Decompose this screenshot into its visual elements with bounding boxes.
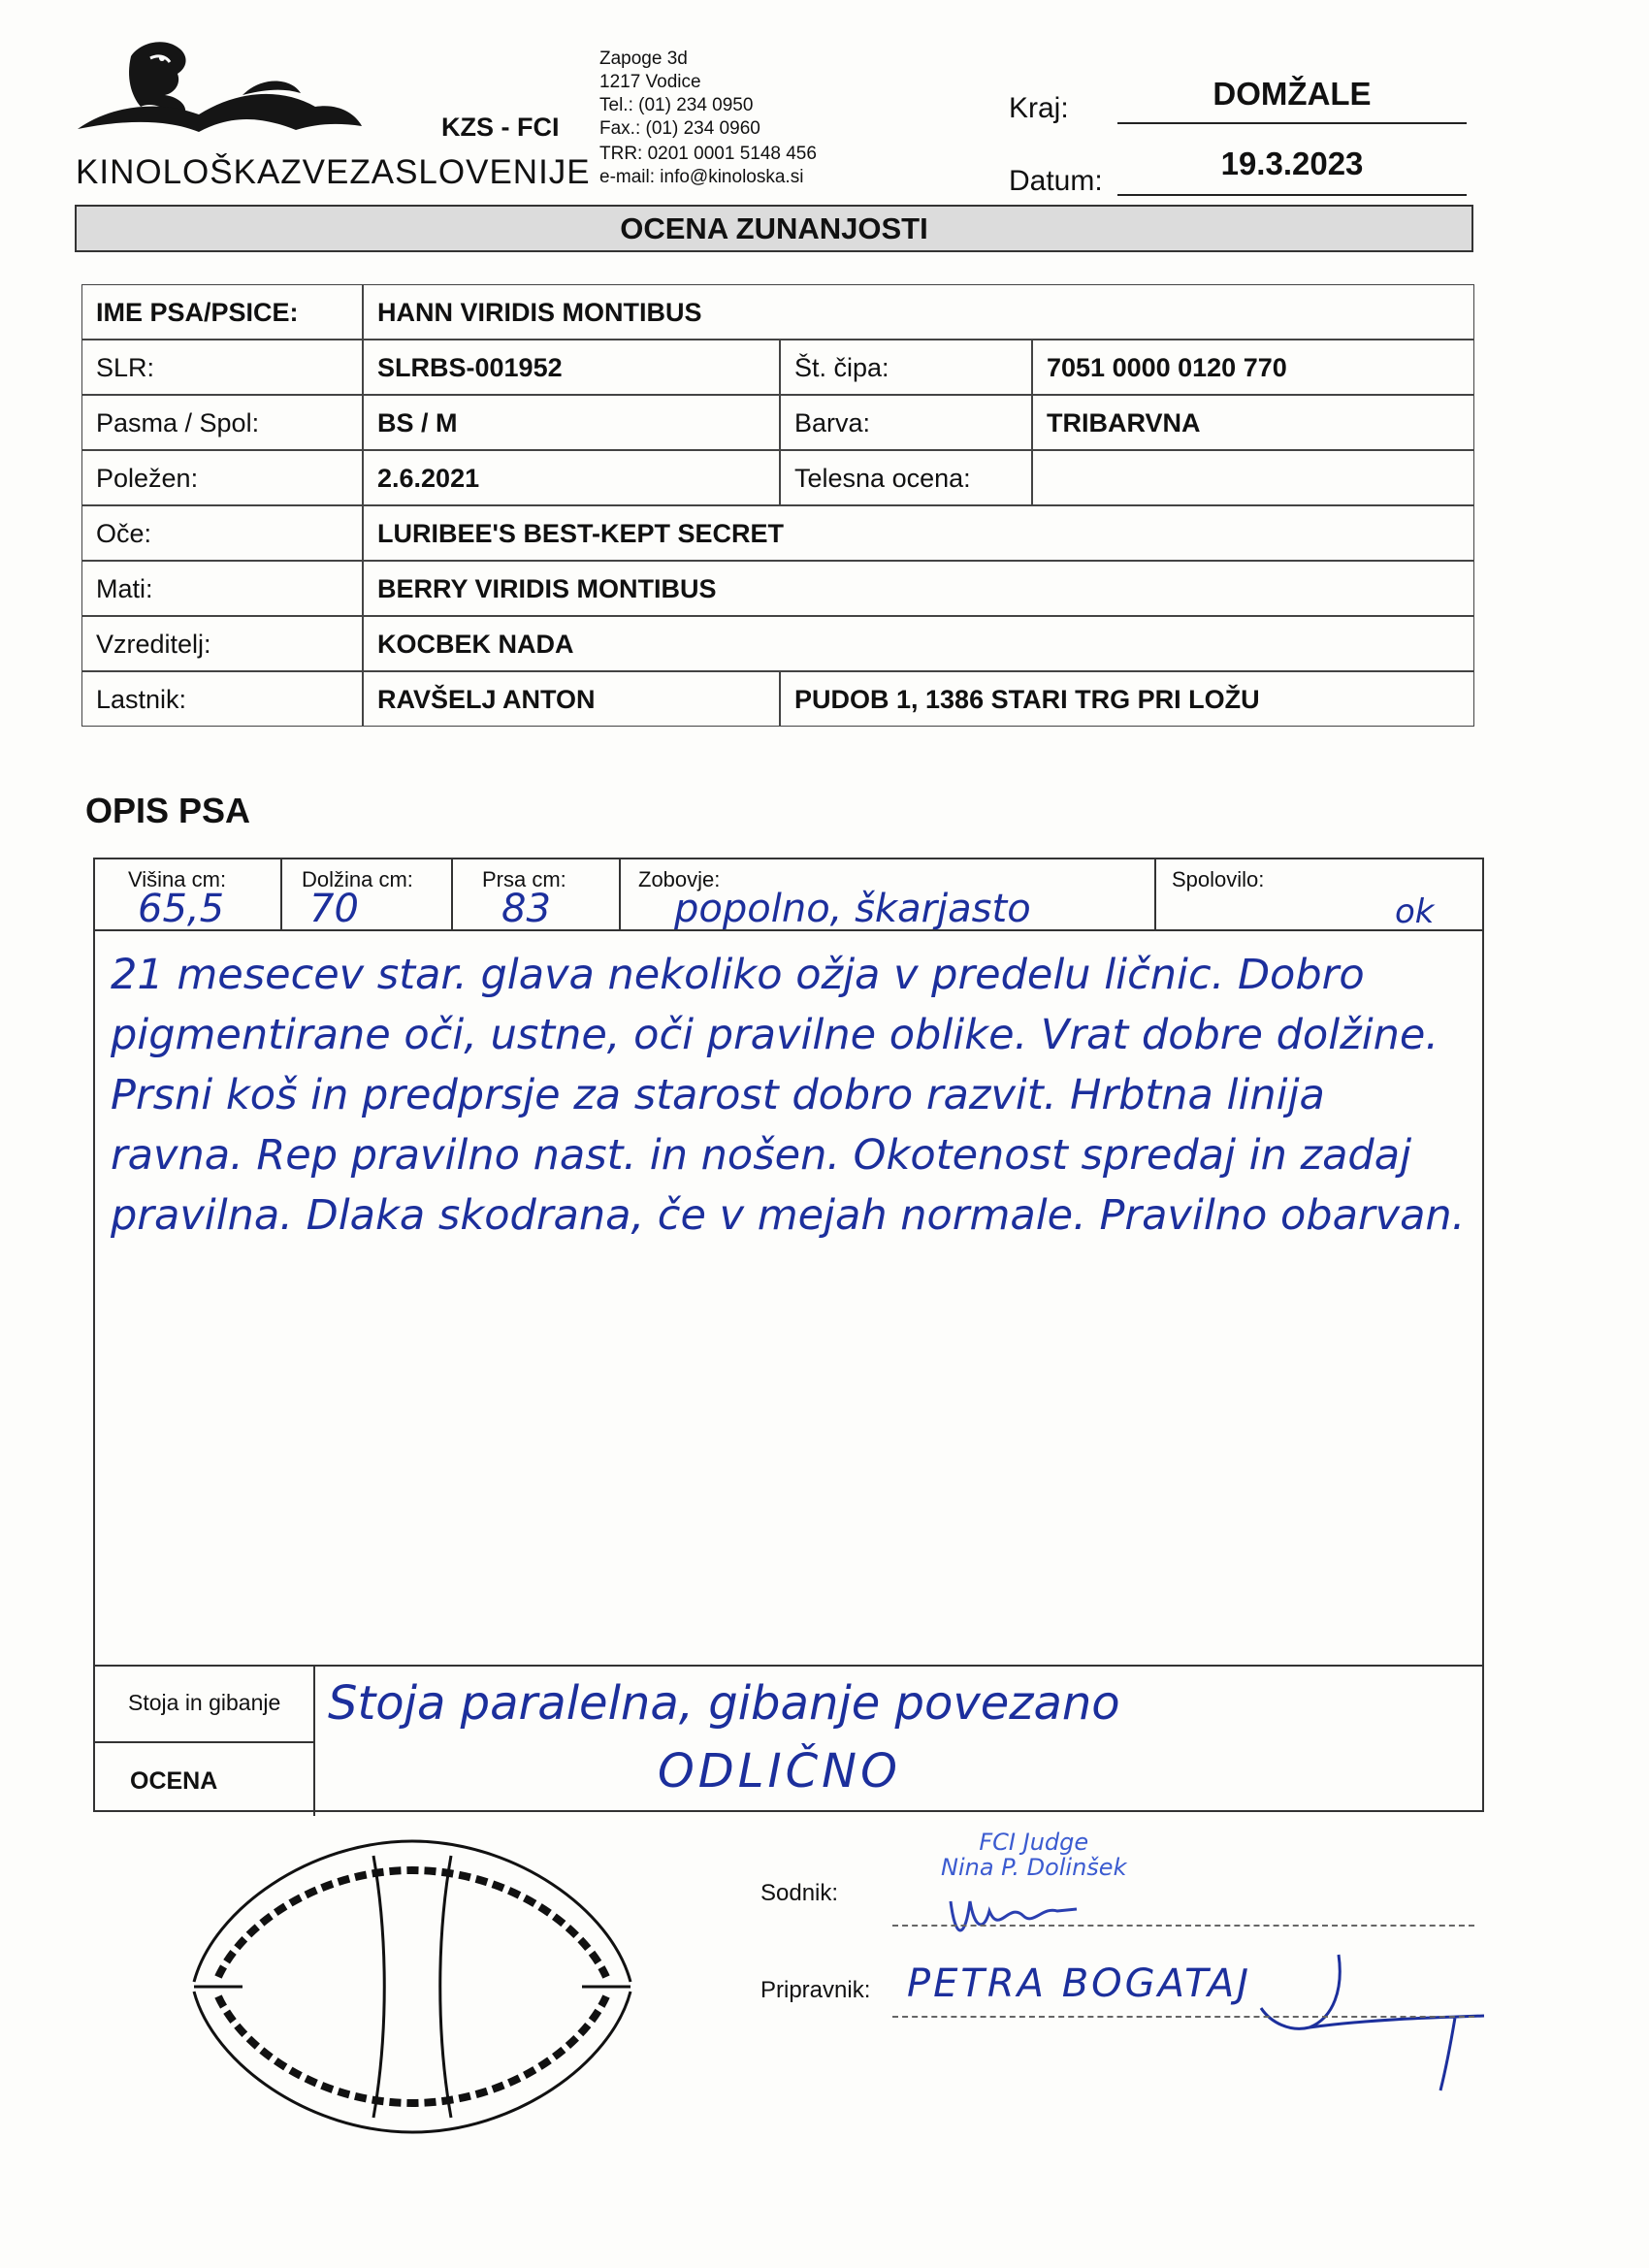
- zobovje-label: Zobovje:: [638, 867, 721, 891]
- prsa-label: Prsa cm:: [482, 867, 566, 891]
- cip-value: 7051 0000 0120 770: [1032, 340, 1474, 395]
- dog-info-table: [81, 284, 1474, 728]
- slr-label: SLR:: [81, 340, 363, 395]
- judge-stamp-line: Nina P. Dolinšek: [941, 1854, 1127, 1881]
- table-row: [81, 671, 1474, 727]
- oce-value: LURIBEE'S BEST-KEPT SECRET: [363, 505, 1474, 561]
- stoja-value: Stoja paralelna, gibanje povezano: [328, 1676, 1120, 1731]
- sodnik-line: [892, 1925, 1474, 1927]
- description-box: [93, 858, 1484, 1812]
- description-text: 21 mesecev star. glava nekoliko ožja v predelu ličnic. Dobro pigmentirane oči, ustne, oči pravilne oblike. Vrat dobre dolžine. Prsni koš in predprsje za starost dobro razvit. Hrbtna linija ravna. Rep pravilno nast. in nošen. Okotenost spredaj in zadaj pravilna. Dlaka skodrana, če v mejah normale. Pravilno obarvan.: [111, 951, 1466, 1240]
- kraj-label: Kraj:: [1009, 92, 1069, 124]
- lastnik-value: RAVŠELJ ANTON: [363, 671, 780, 727]
- prsa-value: 83: [501, 887, 551, 931]
- telesna-label: Telesna ocena:: [780, 450, 1032, 505]
- ime-label: IME PSA/PSICE:: [81, 284, 363, 340]
- table-row: [81, 284, 1474, 340]
- organization-code: KZS - FCI: [441, 113, 560, 142]
- vzreditelj-label: Vzreditelj:: [81, 616, 363, 671]
- pripravnik-line: [892, 2016, 1474, 2018]
- spolovilo-value: ok: [1395, 892, 1435, 931]
- table-row: [81, 340, 1474, 395]
- dolzina-label: Dolžina cm:: [302, 867, 413, 891]
- polezen-label: Poležen:: [81, 450, 363, 505]
- address-line: e-mail: info@kinoloska.si: [599, 167, 804, 187]
- stoja-label: Stoja in gibanje: [128, 1690, 281, 1715]
- trainee-signature-icon: [1251, 1950, 1494, 2095]
- slr-value: SLRBS-001952: [363, 340, 780, 395]
- oce-label: Oče:: [81, 505, 363, 561]
- judge-stamp-line: FCI Judge: [979, 1829, 1089, 1856]
- pasma-value: BS / M: [363, 395, 780, 450]
- spolovilo-cell: [1156, 859, 1484, 929]
- section-title: OPIS PSA: [85, 791, 251, 830]
- pripravnik-label: Pripravnik:: [760, 1977, 871, 2003]
- address-line: 1217 Vodice: [599, 72, 701, 92]
- table-row: [81, 616, 1474, 671]
- kzs-logo-icon: [73, 37, 364, 144]
- dolzina-cell: [282, 859, 453, 929]
- form-title: OCENA ZUNANJOSTI: [75, 205, 1473, 252]
- stoja-ocena-section: [95, 1665, 1482, 1816]
- table-row: [81, 395, 1474, 450]
- visina-label: Višina cm:: [128, 867, 227, 891]
- kraj-value: DOMŽALE: [1117, 76, 1467, 124]
- ocena-label: OCENA: [130, 1767, 218, 1795]
- judge-signature-icon: [931, 1882, 1106, 1950]
- address-line: TRR: 0201 0001 5148 456: [599, 144, 817, 164]
- ime-value: HANN VIRIDIS MONTIBUS: [363, 284, 1474, 340]
- lastnik-address: PUDOB 1, 1386 STARI TRG PRI LOŽU: [780, 671, 1474, 727]
- visina-cell: [95, 859, 282, 929]
- barva-label: Barva:: [780, 395, 1032, 450]
- organization-name: KINOLOŠKAZVEZASLOVENIJE: [76, 153, 591, 191]
- zobovje-cell: [621, 859, 1156, 929]
- visina-value: 65,5: [138, 887, 225, 931]
- judge-stamp: [941, 1830, 1126, 1880]
- sodnik-label: Sodnik:: [760, 1880, 839, 1906]
- mati-value: BERRY VIRIDIS MONTIBUS: [363, 561, 1474, 616]
- teeth-diagram-icon: [175, 1831, 650, 2142]
- datum-value: 19.3.2023: [1117, 146, 1467, 196]
- polezen-value: 2.6.2021: [363, 450, 780, 505]
- datum-label: Datum:: [1009, 165, 1103, 197]
- pasma-label: Pasma / Spol:: [81, 395, 363, 450]
- cip-label: Št. čipa:: [780, 340, 1032, 395]
- vzreditelj-value: KOCBEK NADA: [363, 616, 1474, 671]
- dolzina-value: 70: [309, 887, 359, 931]
- address-line: Tel.: (01) 234 0950: [599, 95, 754, 115]
- prsa-cell: [453, 859, 621, 929]
- zobovje-value: popolno, škarjasto: [674, 887, 1031, 931]
- table-row: [81, 450, 1474, 505]
- table-row: [81, 505, 1474, 561]
- lastnik-label: Lastnik:: [81, 671, 363, 727]
- address-line: Fax.: (01) 234 0960: [599, 118, 760, 139]
- spolovilo-label: Spolovilo:: [1172, 867, 1265, 891]
- mati-label: Mati:: [81, 561, 363, 616]
- telesna-value: [1032, 450, 1474, 505]
- pripravnik-value: PETRA BOGATAJ: [907, 1961, 1251, 2006]
- address-line: Zapoge 3d: [599, 49, 688, 69]
- ocena-value: ODLIČNO: [658, 1744, 901, 1798]
- table-row: [81, 561, 1474, 616]
- barva-value: TRIBARVNA: [1032, 395, 1474, 450]
